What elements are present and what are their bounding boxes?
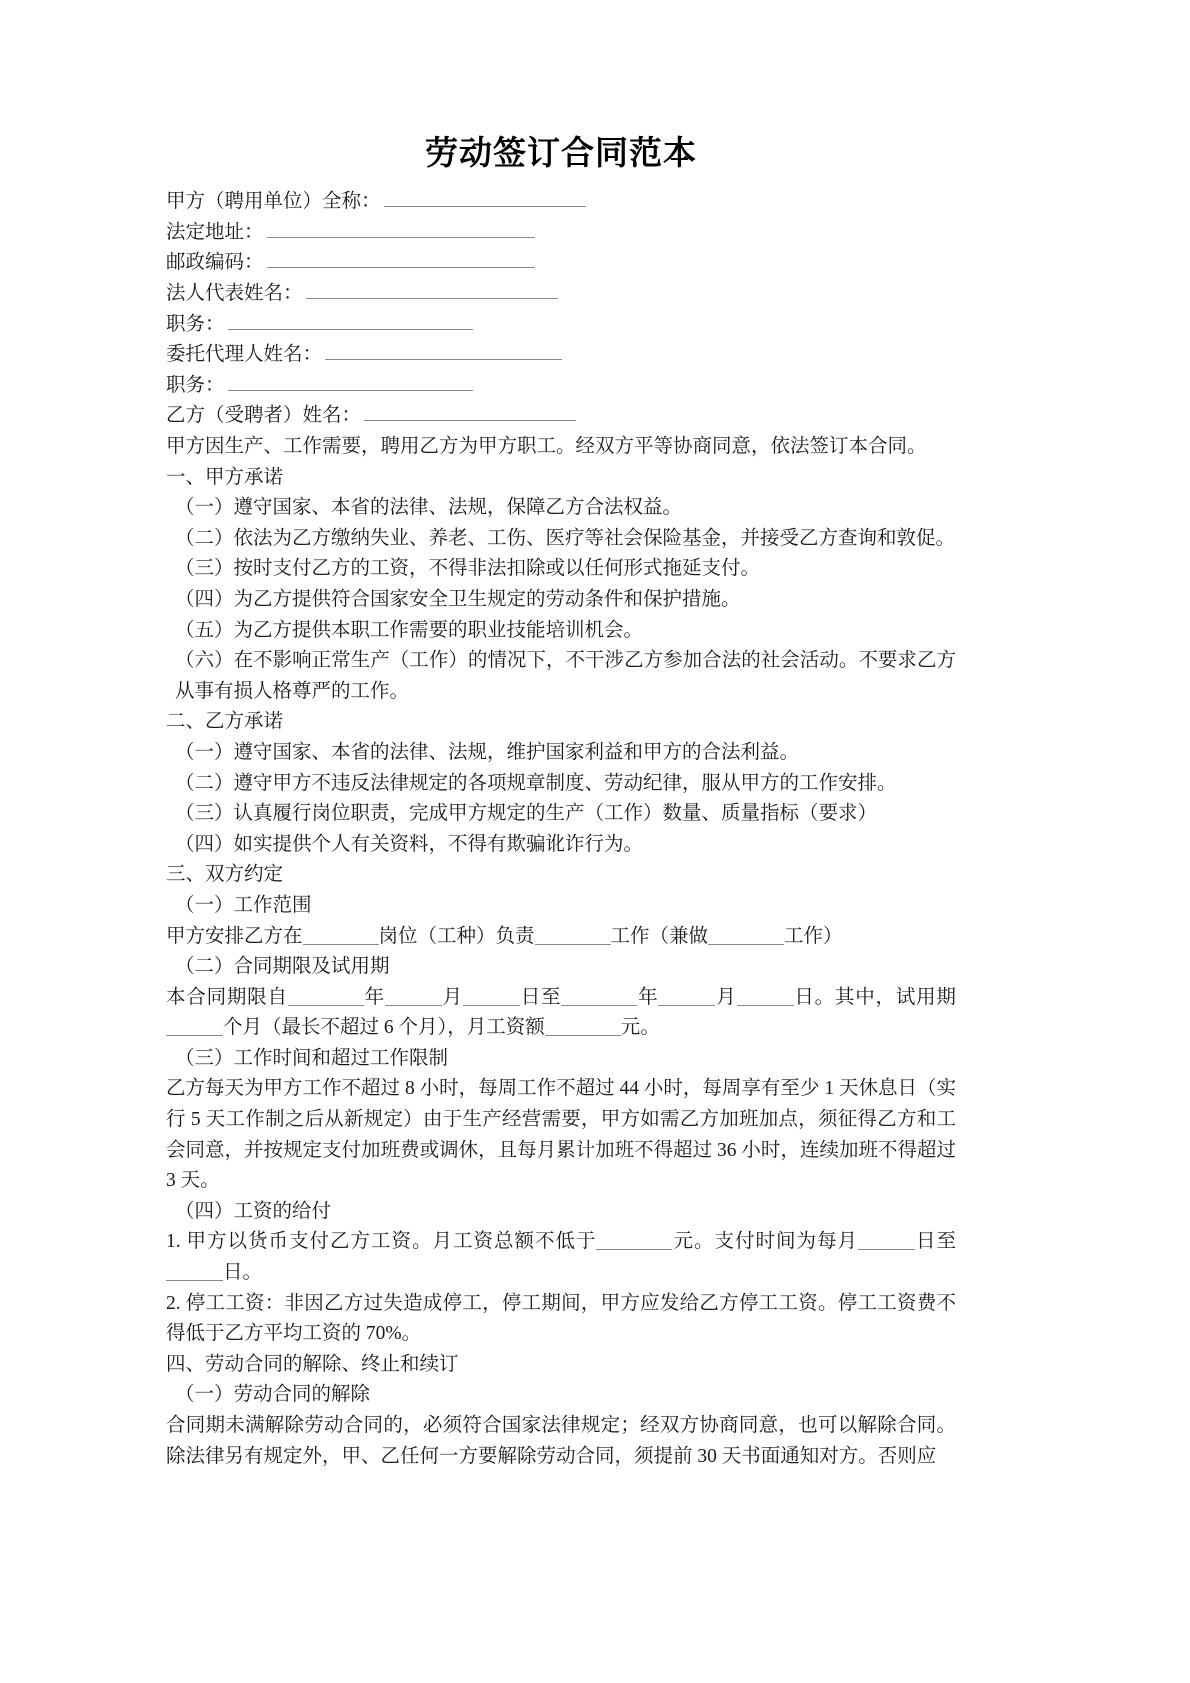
work-scope-text-3: 工作（兼做 <box>610 925 709 947</box>
field-blank-input[interactable] <box>384 187 586 207</box>
section-2-item: （二）遵守甲方不违反法律规定的各项规章制度、劳动纪律，服从甲方的工作安排。 <box>175 772 897 794</box>
field-label: 法定地址： <box>166 221 264 243</box>
work-scope-blank-duty[interactable] <box>535 927 611 945</box>
field-label: 乙方（受聘者）姓名： <box>166 405 362 427</box>
field-row-party-a-name <box>166 187 956 218</box>
wage-payment-item-1 <box>166 1227 956 1288</box>
term-text-8: 个月（最长不超过 6 个月），月工资额 <box>223 1017 545 1039</box>
section-3-sub-4-heading: （四）工资的给付 <box>175 1200 332 1222</box>
field-blank-input[interactable] <box>228 371 473 391</box>
section-3-sub-2-heading: （二）合同期限及试用期 <box>175 956 390 978</box>
field-label: 职务： <box>166 374 225 396</box>
working-hours-paragraph: 乙方每天为甲方工作不超过 8 小时，每周工作不超过 44 小时，每周享有至少 1 天休息日（实行 5 天工作制之后从新规定）由于生产经营需要，甲方如需乙方加班加点，须征得乙方和工会同意，并按规定支付加班费或调休，且每月累计加班不得超过 36 小时，连续加班不得超过 3 天。 <box>166 1078 956 1192</box>
field-label: 法人代表姓名： <box>166 283 303 305</box>
term-blank-end-month[interactable] <box>658 988 715 1006</box>
document-body <box>166 132 956 1472</box>
section-2-heading: 二、乙方承诺 <box>166 711 284 733</box>
field-label: 甲方（聘用单位）全称： <box>166 191 381 213</box>
section-1-item: （四）为乙方提供符合国家安全卫生规定的劳动条件和保护措施。 <box>175 588 741 610</box>
contract-term-line <box>166 983 956 1044</box>
section-1-item: （五）为乙方提供本职工作需要的职业技能培训机会。 <box>175 619 644 641</box>
section-4-sub-1-heading: （一）劳动合同的解除 <box>175 1384 371 1406</box>
wage-blank-min-amount[interactable] <box>596 1232 672 1250</box>
field-row-postal-code <box>166 248 956 279</box>
section-1-item: （六）在不影响正常生产（工作）的情况下，不干涉乙方参加合法的社会活动。不要求乙方从事有损人格尊严的工作。 <box>175 650 956 702</box>
field-label: 邮政编码： <box>166 252 264 274</box>
field-blank-input[interactable] <box>267 248 535 268</box>
wage-payment-item-2: 2. 停工工资：非因乙方过失造成停工，停工期间，甲方应发给乙方停工工资。停工工资费不得低于乙方平均工资的 70%。 <box>166 1292 956 1345</box>
wage-blank-pay-day-to[interactable] <box>166 1263 223 1281</box>
field-row-position-1 <box>166 310 956 341</box>
section-2-item: （一）遵守国家、本省的法律、法规，维护国家利益和甲方的合法利益。 <box>175 741 800 763</box>
term-text-1: 本合同期限自 <box>166 986 288 1008</box>
field-row-position-2 <box>166 371 956 402</box>
wage-blank-pay-day-from[interactable] <box>858 1232 915 1250</box>
term-text-4: 日至 <box>519 986 562 1008</box>
term-text-5: 年 <box>637 986 659 1008</box>
section-3-sub-3-heading: （三）工作时间和超过工作限制 <box>175 1047 449 1069</box>
work-scope-text-2: 岗位（工种）负责 <box>378 925 535 947</box>
work-scope-text-4: 工作） <box>784 925 843 947</box>
field-blank-input[interactable] <box>325 340 562 360</box>
field-blank-input[interactable] <box>306 279 558 299</box>
term-text-7: 日。其中，试用期 <box>793 986 956 1008</box>
term-blank-start-day[interactable] <box>463 988 520 1006</box>
wage-text-4: 日。 <box>223 1262 263 1284</box>
section-3-heading: 三、双方约定 <box>166 864 284 886</box>
work-scope-blank-post[interactable] <box>303 927 379 945</box>
term-blank-probation-months[interactable] <box>166 1018 223 1036</box>
field-blank-input[interactable] <box>228 310 473 330</box>
term-blank-start-year[interactable] <box>288 988 364 1006</box>
termination-paragraph: 合同期未满解除劳动合同的，必须符合国家法律规定；经双方协商同意，也可以解除合同。除法律另有规定外，甲、乙任何一方要解除劳动合同，须提前 30 天书面通知对方。否则应 <box>166 1415 956 1467</box>
field-row-party-b-name <box>166 401 956 432</box>
field-row-legal-rep-name <box>166 279 956 310</box>
term-blank-end-day[interactable] <box>737 988 794 1006</box>
section-2-item: （四）如实提供个人有关资料，不得有欺骗讹诈行为。 <box>175 833 644 855</box>
preamble-paragraph: 甲方因生产、工作需要，聘用乙方为甲方职工。经双方平等协商同意，依法签订本合同。 <box>166 436 927 457</box>
term-text-9: 元。 <box>620 1017 660 1039</box>
field-label: 委托代理人姓名： <box>166 344 323 366</box>
field-blank-input[interactable] <box>267 218 535 238</box>
term-text-3: 月 <box>441 986 463 1008</box>
term-text-2: 年 <box>363 986 385 1008</box>
section-4-heading: 四、劳动合同的解除、终止和续订 <box>166 1353 459 1375</box>
term-blank-start-month[interactable] <box>385 988 442 1006</box>
section-1-heading: 一、甲方承诺 <box>166 466 284 488</box>
wage-text-1: 1. 甲方以货币支付乙方工资。月工资总额不低于 <box>166 1231 597 1253</box>
term-blank-end-year[interactable] <box>561 988 637 1006</box>
field-row-legal-address <box>166 218 956 249</box>
section-1-item: （二）依法为乙方缴纳失业、养老、工伤、医疗等社会保险基金，并接受乙方查询和敦促。 <box>175 527 956 549</box>
section-1-item: （三）按时支付乙方的工资，不得非法扣除或以任何形式拖延支付。 <box>175 558 761 580</box>
field-row-agent-name <box>166 340 956 371</box>
field-label: 职务： <box>166 313 225 335</box>
section-2-item: （三）认真履行岗位职责，完成甲方规定的生产（工作）数量、质量指标（要求） <box>175 803 878 825</box>
section-3-sub-1-heading: （一）工作范围 <box>175 894 312 916</box>
work-scope-line <box>166 922 956 953</box>
header-fields <box>166 187 956 432</box>
field-blank-input[interactable] <box>364 401 576 421</box>
page-title: 劳动签订合同范本 <box>425 134 697 171</box>
term-text-6: 月 <box>715 986 737 1008</box>
wage-text-2: 元。支付时间为每月 <box>672 1231 858 1253</box>
wage-text-3: 日至 <box>914 1231 956 1253</box>
work-scope-blank-extra[interactable] <box>708 927 784 945</box>
term-blank-probation-wage[interactable] <box>545 1018 621 1036</box>
section-1-item: （一）遵守国家、本省的法律、法规，保障乙方合法权益。 <box>175 497 683 519</box>
work-scope-text-1: 甲方安排乙方在 <box>166 925 303 947</box>
